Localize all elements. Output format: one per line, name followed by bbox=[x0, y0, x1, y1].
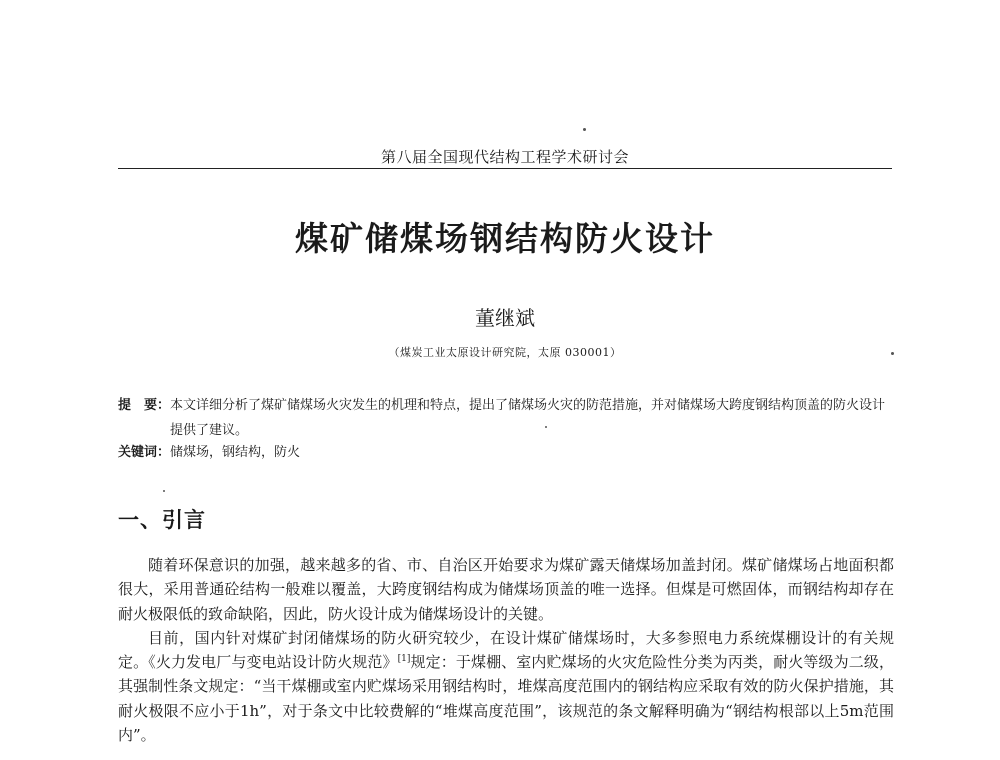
body-text bbox=[118, 553, 894, 747]
paragraph-2 bbox=[118, 626, 894, 747]
paragraph-2-part-1: 目前，国内针对煤矿封闭储煤场的防火研究较少，在设计煤矿储煤场时，大多参照电力系统煤棚设计的有关规定。《火力发电厂与变电站设计防火规范》 bbox=[118, 628, 894, 672]
scan-speck bbox=[583, 128, 586, 131]
abstract-label: 提 要： bbox=[118, 398, 171, 413]
paper-title: 煤矿储煤场钢结构防火设计 bbox=[295, 219, 715, 258]
section-heading: 一、引言 bbox=[118, 508, 206, 532]
running-head: 第八届全国现代结构工程学术研讨会 bbox=[380, 148, 629, 166]
abstract-text: 本文详细分析了煤矿储煤场火灾发生的机理和特点，提出了储煤场火灾的防范措施，并对储煤场大跨度钢结构顶盖的防火设计提供了建议。 bbox=[170, 398, 886, 438]
paragraph-2-part-2: 规定：于煤棚、室内贮煤场的火灾危险性分类为丙类，耐火等级为二级，其强制性条文规定：“当干煤棚或室内贮煤场采用钢结构时，堆煤高度范围内的钢结构应采取有效的防火保护措施，其耐火极限不应小于1h”，对于条文中比较费解的“堆煤高度范围”，该规范的条文解释明确为“钢结构根部以上5m范围内”。 bbox=[118, 653, 894, 745]
keywords bbox=[118, 443, 894, 463]
author-name: 董继斌 bbox=[475, 306, 535, 330]
author-affiliation: （煤炭工业太原设计研究院，太原 030001） bbox=[388, 346, 622, 359]
scan-speck bbox=[163, 490, 165, 492]
citation-ref: [1] bbox=[397, 654, 411, 665]
abstract bbox=[118, 393, 894, 443]
scan-speck bbox=[545, 426, 547, 428]
header-rule bbox=[118, 168, 892, 169]
paragraph-1: 随着环保意识的加强，越来越多的省、市、自治区开始要求为煤矿露天储煤场加盖封闭。煤矿储煤场占地面积都很大，采用普通砼结构一般难以覆盖，大跨度钢结构成为储煤场顶盖的唯一选择。但煤是可燃固体，而钢结构却存在耐火极限低的致命缺陷，因此，防火设计成为储煤场设计的关键。 bbox=[118, 556, 894, 623]
keywords-text: 储煤场，钢结构，防火 bbox=[170, 445, 301, 460]
keywords-label: 关键词： bbox=[118, 445, 171, 460]
scan-speck bbox=[891, 352, 894, 355]
